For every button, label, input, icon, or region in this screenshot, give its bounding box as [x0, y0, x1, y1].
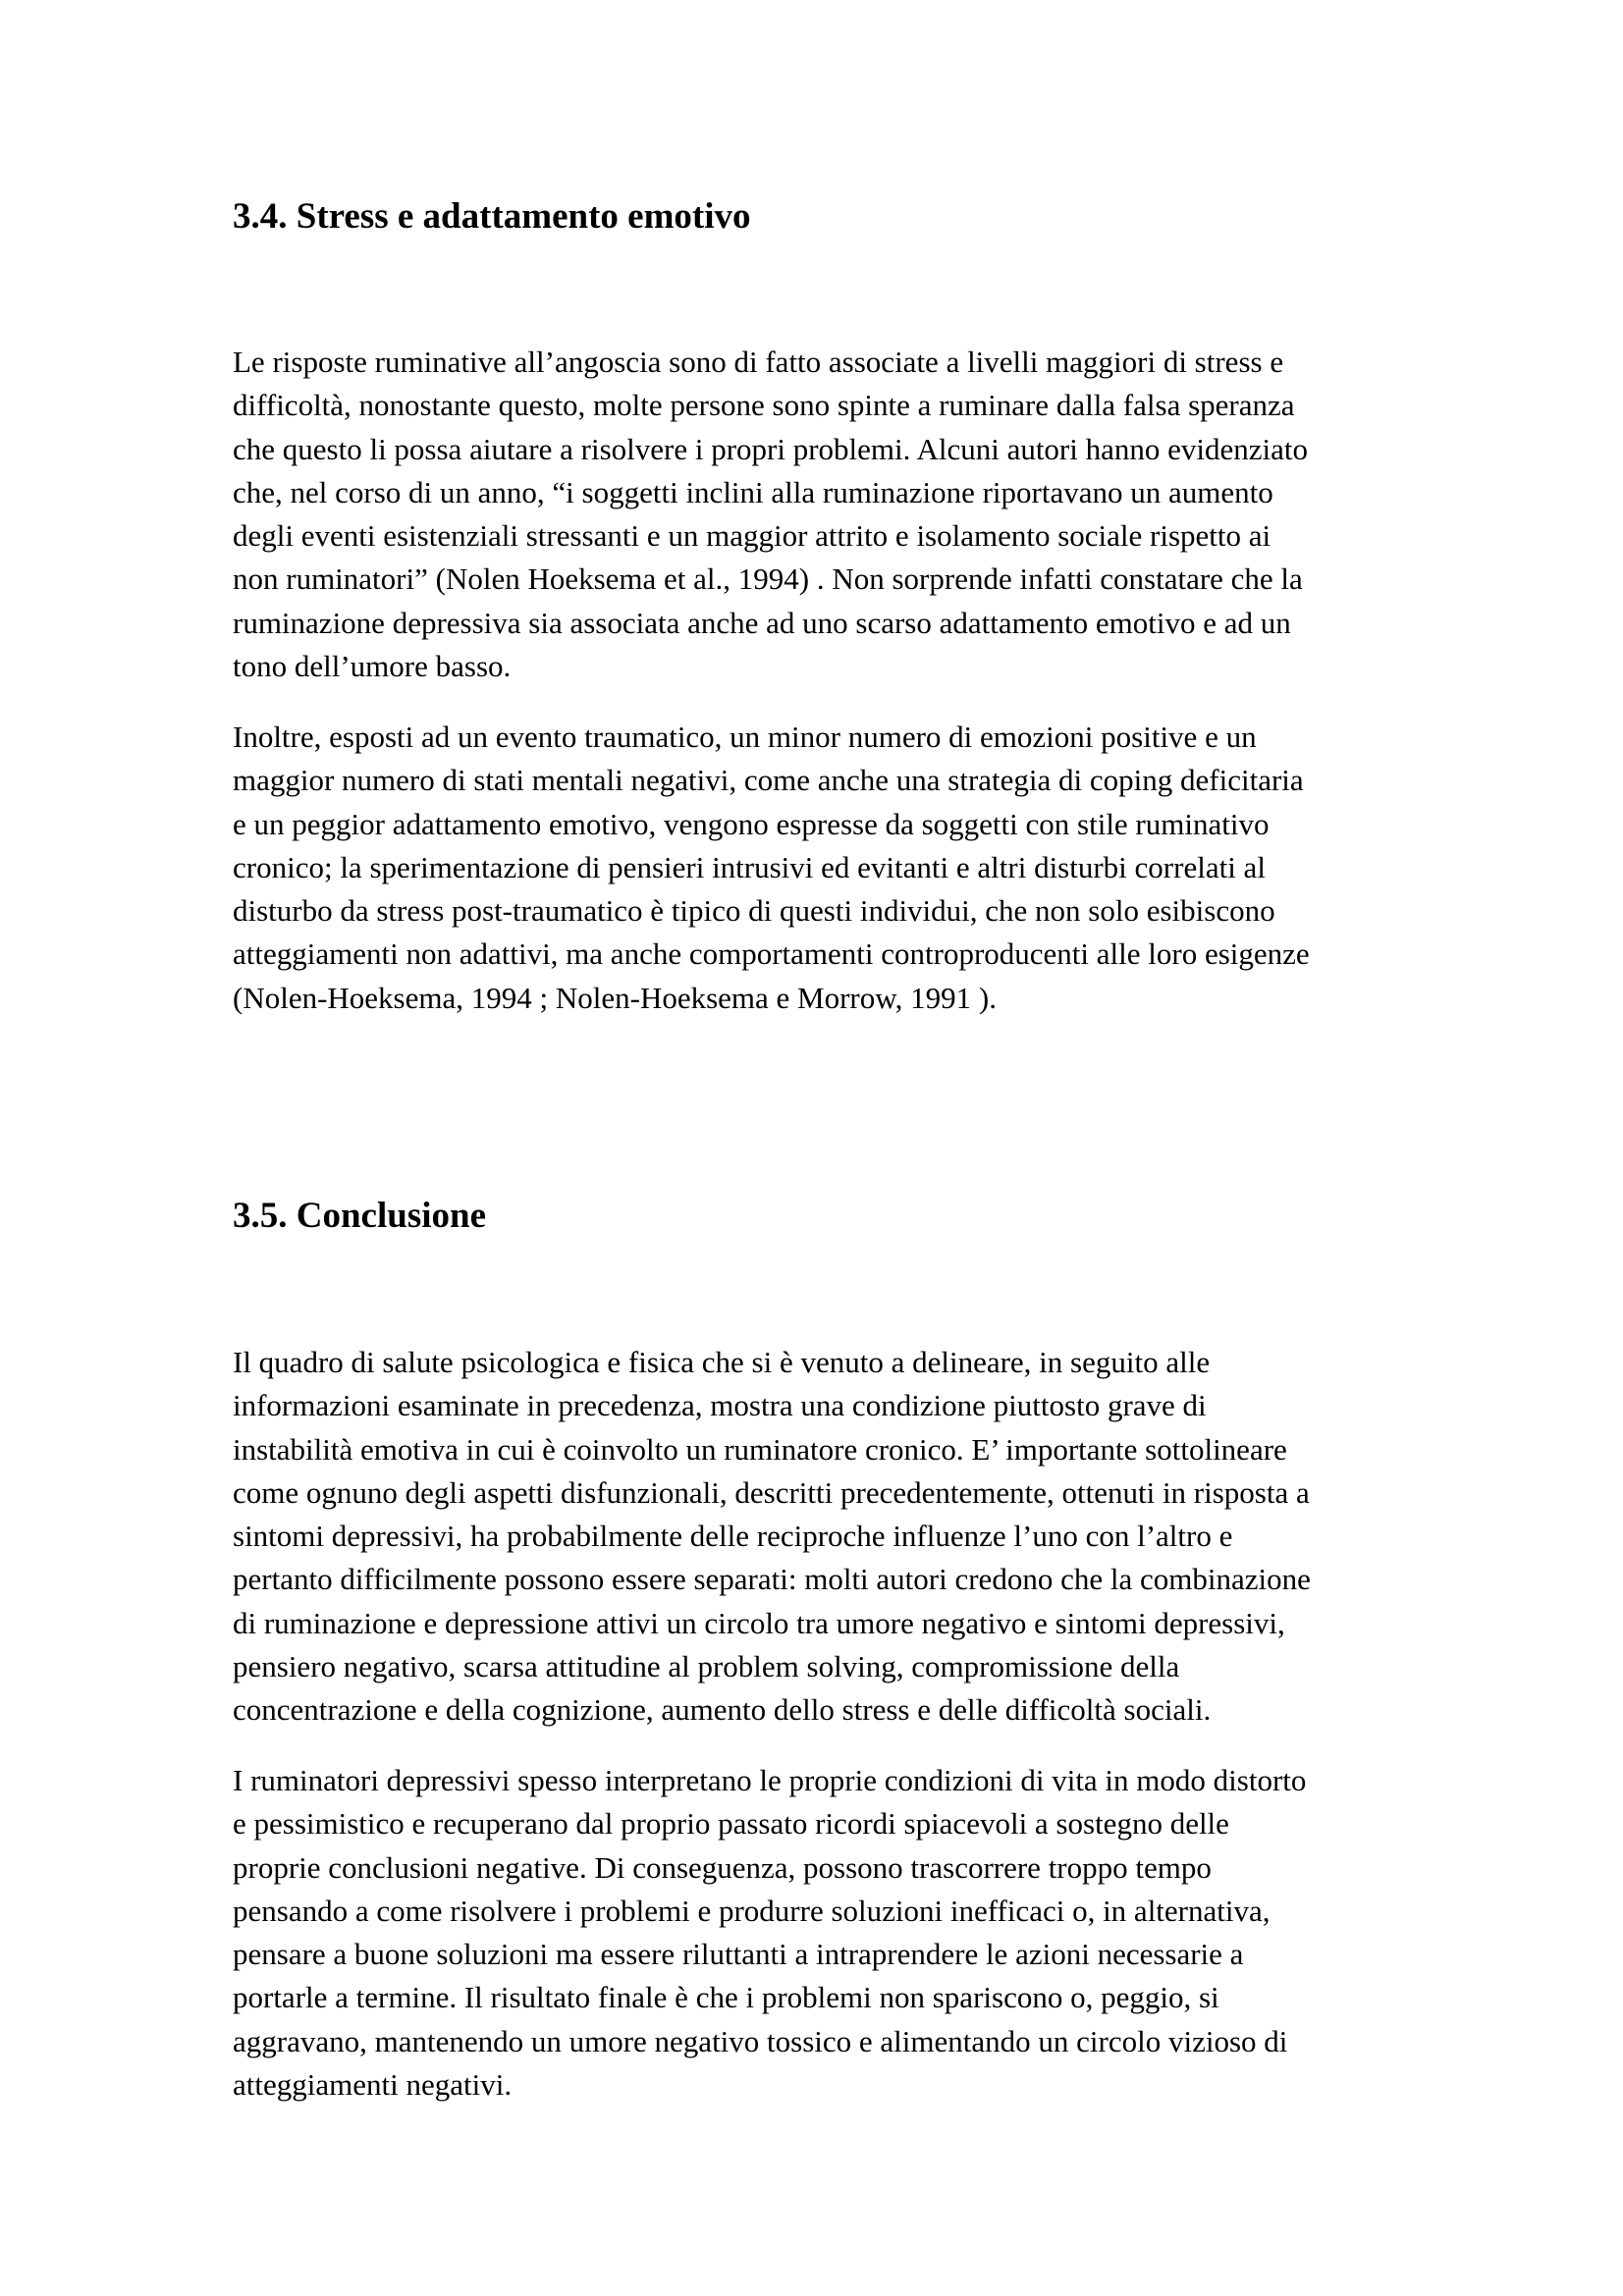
paragraph-3-5-1	[233, 1341, 1411, 1733]
paragraph-3-4-1	[233, 341, 1411, 688]
text-line: che questo li possa aiutare a risolvere i propri problemi. Alcuni autori hanno evidenziato	[233, 431, 1309, 466]
text-line: di ruminazione e depressione attivi un circolo tra umore negativo e sintomi depressivi,	[233, 1605, 1285, 1640]
text-line: aggravano, mantenendo un umore negativo tossico e alimentando un circolo vizioso di	[233, 2023, 1288, 2058]
text-line: proprie conclusioni negative. Di conseguenza, possono trascorrere troppo tempo	[233, 1849, 1212, 1885]
text-line: I ruminatori depressivi spesso interpretano le proprie condizioni di vita in modo distorto	[233, 1763, 1307, 1797]
text-line: Il quadro di salute psicologica e fisica che si è venuto a delineare, in seguito alle	[233, 1345, 1211, 1379]
text-line: pertanto difficilmente possono essere separati: molti autori credono che la combinazione	[233, 1562, 1311, 1597]
text-line: (Nolen-Hoeksema, 1994 ; Nolen-Hoeksema e Morrow, 1991 ).	[233, 980, 997, 1015]
text-line: Le risposte ruminative all’angoscia sono di fatto associate a livelli maggiori di stress e	[233, 345, 1284, 379]
paragraph-3-4-2	[233, 716, 1411, 1020]
section-heading-3-5: 3.5. Conclusione	[233, 1196, 487, 1236]
text-line: come ognuno degli aspetti disfunzionali, descritti precedentemente, ottenuti in risposta a	[233, 1474, 1310, 1510]
text-line: Inoltre, esposti ad un evento traumatico, un minor numero di emozioni positive e un	[233, 720, 1257, 754]
text-line: maggior numero di stati mentali negativi, come anche una strategia di coping deficitaria	[233, 763, 1304, 798]
text-line: informazioni esaminate in precedenza, mostra una condizione piuttosto grave di	[233, 1388, 1207, 1423]
text-line: concentrazione e della cognizione, aumento dello stress e delle difficoltà sociali.	[233, 1692, 1212, 1728]
text-line: e un peggior adattamento emotivo, vengono espresse da soggetti con stile ruminativo	[233, 806, 1270, 841]
paragraph-3-5-2	[233, 1759, 1411, 2107]
text-line: pensando a come risolvere i problemi e produrre soluzioni inefficaci o, in alternativa,	[233, 1893, 1271, 1928]
section-heading-3-4: 3.4. Stress e adattamento emotivo	[233, 196, 751, 237]
text-line: pensare a buone soluzioni ma essere riluttanti a intraprendere le azioni necessarie a	[233, 1937, 1244, 1972]
text-line: atteggiamenti negativi.	[233, 2067, 513, 2103]
text-line: difficoltà, nonostante questo, molte persone sono spinte a ruminare dalla falsa speranza	[233, 388, 1295, 423]
text-line: degli eventi esistenziali stressanti e un maggior attrito e isolamento sociale rispetto ai	[233, 518, 1271, 554]
text-line: sintomi depressivi, ha probabilmente delle reciproche influenze l’uno con l’altro e	[233, 1519, 1233, 1554]
text-line: atteggiamenti non adattivi, ma anche comportamenti controproducenti alle loro esigenze	[233, 936, 1310, 972]
text-line: ruminazione depressiva sia associata anche ad uno scarso adattamento emotivo e ad un	[233, 605, 1291, 640]
text-line: portarle a termine. Il risultato finale è che i problemi non spariscono o, peggio, si	[233, 1980, 1219, 2015]
text-line: che, nel corso di un anno, “i soggetti inclini alla ruminazione riportavano un aumento	[233, 474, 1273, 509]
text-line: pensiero negativo, scarsa attitudine al problem solving, compromissione della	[233, 1649, 1180, 1684]
text-line: instabilità emotiva in cui è coinvolto un ruminatore cronico. E’ importante sottolineare	[233, 1431, 1287, 1467]
text-line: disturbo da stress post-traumatico è tipico di questi individui, che non solo esibiscono	[233, 893, 1275, 929]
text-line: tono dell’umore basso.	[233, 649, 512, 684]
text-line: e pessimistico e recuperano dal proprio passato ricordi spiacevoli a sostegno delle	[233, 1806, 1229, 1842]
text-line: cronico; la sperimentazione di pensieri intrusivi ed evitanti e altri disturbi correlati al	[233, 849, 1266, 884]
text-line: non ruminatori” (Nolen Hoeksema et al., 1994) . Non sorprende infatti constatare che la	[233, 561, 1303, 597]
